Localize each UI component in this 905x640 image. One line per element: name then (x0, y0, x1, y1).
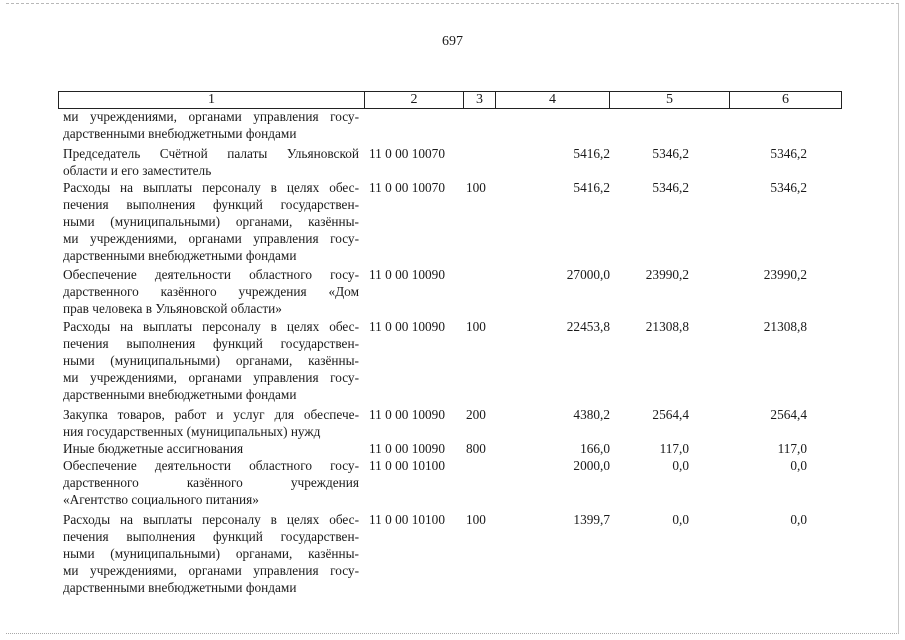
row-expense-group: 100 (466, 180, 486, 195)
row-code: 11 0 00 10090 (369, 319, 445, 334)
row-value-col5: 0,0 (672, 512, 689, 527)
table-column-header (58, 91, 842, 109)
row-value-col4: 22453,8 (566, 319, 610, 334)
row-description-line: прав человека в Ульяновской области» (63, 301, 282, 316)
table-row (63, 318, 843, 403)
row-value-col4: 4380,2 (573, 407, 610, 422)
row-description-line: дарственными внебюджетными фондами (63, 248, 297, 263)
row-code: 11 0 00 10070 (369, 180, 445, 195)
row-description-line: Иные бюджетные ассигнования (63, 441, 244, 456)
row-expense-group: 100 (466, 512, 486, 527)
row-value-col6: 117,0 (777, 441, 807, 456)
row-description-line: области и его заместитель (63, 163, 212, 178)
row-code: 11 0 00 10100 (369, 458, 445, 473)
row-code: 11 0 00 10090 (369, 407, 445, 422)
row-value-col4: 5416,2 (573, 146, 610, 161)
header-col-6: 6 (729, 92, 841, 108)
row-value-col4: 2000,0 (573, 458, 610, 473)
row-expense-group: 100 (466, 319, 486, 334)
row-value-col6: 23990,2 (763, 267, 807, 282)
page-number: 697 (442, 34, 463, 49)
table-row (63, 440, 843, 457)
row-description-line: ными (муниципальными) органами, казённы- (63, 546, 359, 561)
table-row (63, 108, 843, 142)
row-value-col4: 5416,2 (573, 180, 610, 195)
row-value-col6: 0,0 (790, 512, 807, 527)
row-description-line: Обеспечение деятельности областного госу- (63, 458, 359, 473)
row-value-col6: 0,0 (790, 458, 807, 473)
table-row (63, 457, 843, 508)
row-value-col4: 166,0 (580, 441, 610, 456)
row-value-col6: 5346,2 (770, 146, 807, 161)
row-value-col6: 5346,2 (770, 180, 807, 195)
header-col-2: 2 (364, 92, 463, 108)
row-description-line: дарственными внебюджетными фондами (63, 387, 297, 402)
row-description-line: ми учреждениями, органами управления госу- (63, 563, 359, 578)
row-description-line: дарственного казённого учреждения «Дом (63, 284, 359, 299)
row-description-line: Расходы на выплаты персоналу в целях обес- (63, 180, 359, 195)
table-row (63, 511, 843, 596)
row-value-col5: 21308,8 (645, 319, 689, 334)
row-description-line: печения выполнения функций государствен- (63, 336, 359, 351)
row-code: 11 0 00 10090 (369, 441, 445, 456)
row-description-line: Обеспечение деятельности областного госу- (63, 267, 359, 282)
row-description-line: ми учреждениями, органами управления госу- (63, 231, 359, 246)
row-description-line: дарственного казённого учреждения (63, 475, 359, 490)
row-description-line: ными (муниципальными) органами, казённы- (63, 353, 359, 368)
header-col-3: 3 (463, 92, 495, 108)
table-row (63, 406, 843, 440)
table-row (63, 179, 843, 264)
row-description-line: Расходы на выплаты персоналу в целях обес- (63, 319, 359, 334)
row-expense-group: 800 (466, 441, 486, 456)
row-description-line: ми учреждениями, органами управления госу- (63, 370, 359, 385)
row-description-line: печения выполнения функций государствен- (63, 197, 359, 212)
row-value-col4: 27000,0 (566, 267, 610, 282)
row-code: 11 0 00 10070 (369, 146, 445, 161)
row-expense-group: 200 (466, 407, 486, 422)
row-value-col5: 2564,4 (652, 407, 689, 422)
row-code: 11 0 00 10090 (369, 267, 445, 282)
table-row (63, 266, 843, 317)
row-description-line: Закупка товаров, работ и услуг для обеспече- (63, 407, 359, 422)
row-description-line: «Агентство социального питания» (63, 492, 259, 507)
row-description-line: Председатель Счётной палаты Ульяновской (63, 146, 359, 161)
row-description-line: дарственными внебюджетными фондами (63, 126, 297, 141)
row-value-col6: 2564,4 (770, 407, 807, 422)
row-value-col5: 23990,2 (645, 267, 689, 282)
header-col-1: 1 (208, 92, 215, 107)
row-description-line: ми учреждениями, органами управления госу- (63, 109, 359, 124)
row-description-line: дарственными внебюджетными фондами (63, 580, 297, 595)
row-value-col4: 1399,7 (573, 512, 610, 527)
row-description-line: ными (муниципальными) органами, казённы- (63, 214, 359, 229)
row-value-col5: 5346,2 (652, 180, 689, 195)
row-value-col5: 117,0 (659, 441, 689, 456)
row-value-col6: 21308,8 (763, 319, 807, 334)
row-description-line: ния государственных (муниципальных) нужд (63, 424, 321, 439)
header-col-5: 5 (609, 92, 729, 108)
row-description-line: печения выполнения функций государствен- (63, 529, 359, 544)
header-col-4: 4 (495, 92, 609, 108)
row-description-line: Расходы на выплаты персоналу в целях обес- (63, 512, 359, 527)
table-row (63, 145, 843, 179)
row-value-col5: 0,0 (672, 458, 689, 473)
row-value-col5: 5346,2 (652, 146, 689, 161)
row-code: 11 0 00 10100 (369, 512, 445, 527)
